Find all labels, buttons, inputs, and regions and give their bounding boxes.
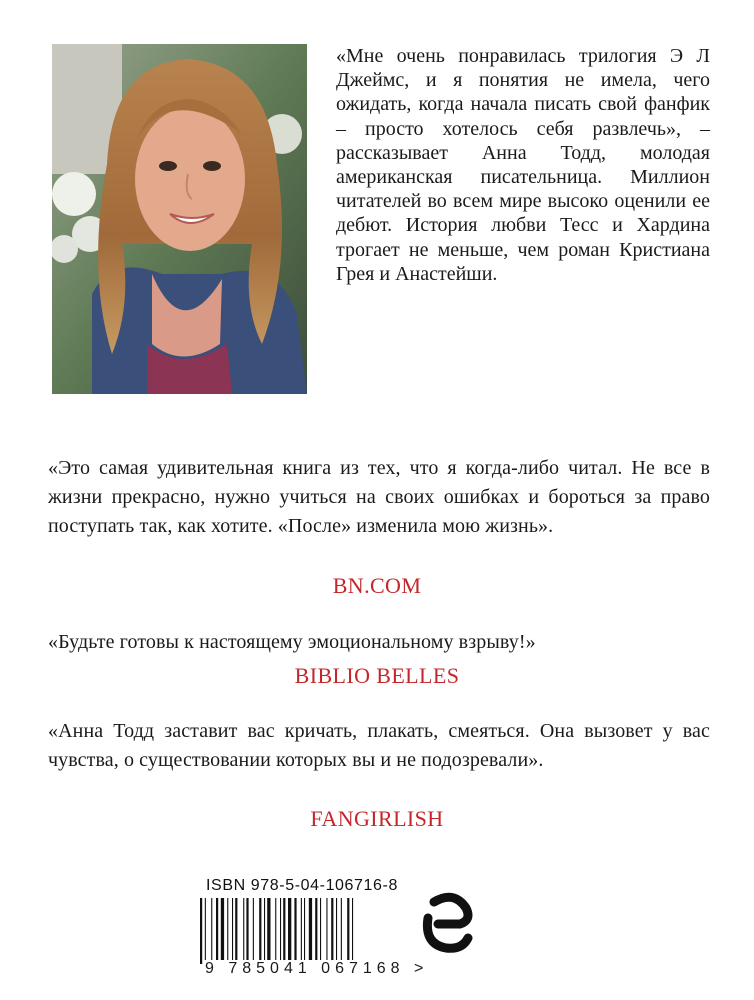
review-source: BIBLIO BELLES [294, 663, 460, 688]
review-quote: «Анна Тодд заставит вас кричать, плакать, смеяться. Она вызовет у вас чувства, о существовании которых вы и не подозревали». [48, 720, 710, 771]
review-source: BN.COM [332, 573, 422, 598]
author-photo [52, 44, 307, 394]
review-quote: «Это самая удивительная книга из тех, что я когда-либо читал. Не все в жизни прекрасно, нужно учиться на своих ошибках и бороться за право поступать так, как хотите. «После» изменила мою жизнь». [48, 457, 710, 537]
review-quote: «Будьте готовы к настоящему эмоциональному взрыву!» [48, 631, 536, 653]
barcode [198, 898, 408, 968]
author-intro-paragraph: «Мне очень понравилась трилогия Э Л Джеймс, и я понятия не имела, чего ожидать, когда начала писать свой фанфик – просто хотелось себя развлечь», – рассказывает Анна Тодд, молодая американская писательница. Миллион читателей во всем мире высоко оценили ее дебют. История любви Тесс и Хардина трогает не меньше, чем роман Кристиана Грея и Анастейши. [336, 45, 710, 285]
isbn-label: ISBN 978-5-04-106716-8 [206, 877, 398, 894]
review-source: FANGIRLISH [310, 806, 444, 831]
barcode-digits: 9 785041 067168 > [205, 960, 429, 977]
eksmo-logo-icon [420, 892, 474, 954]
